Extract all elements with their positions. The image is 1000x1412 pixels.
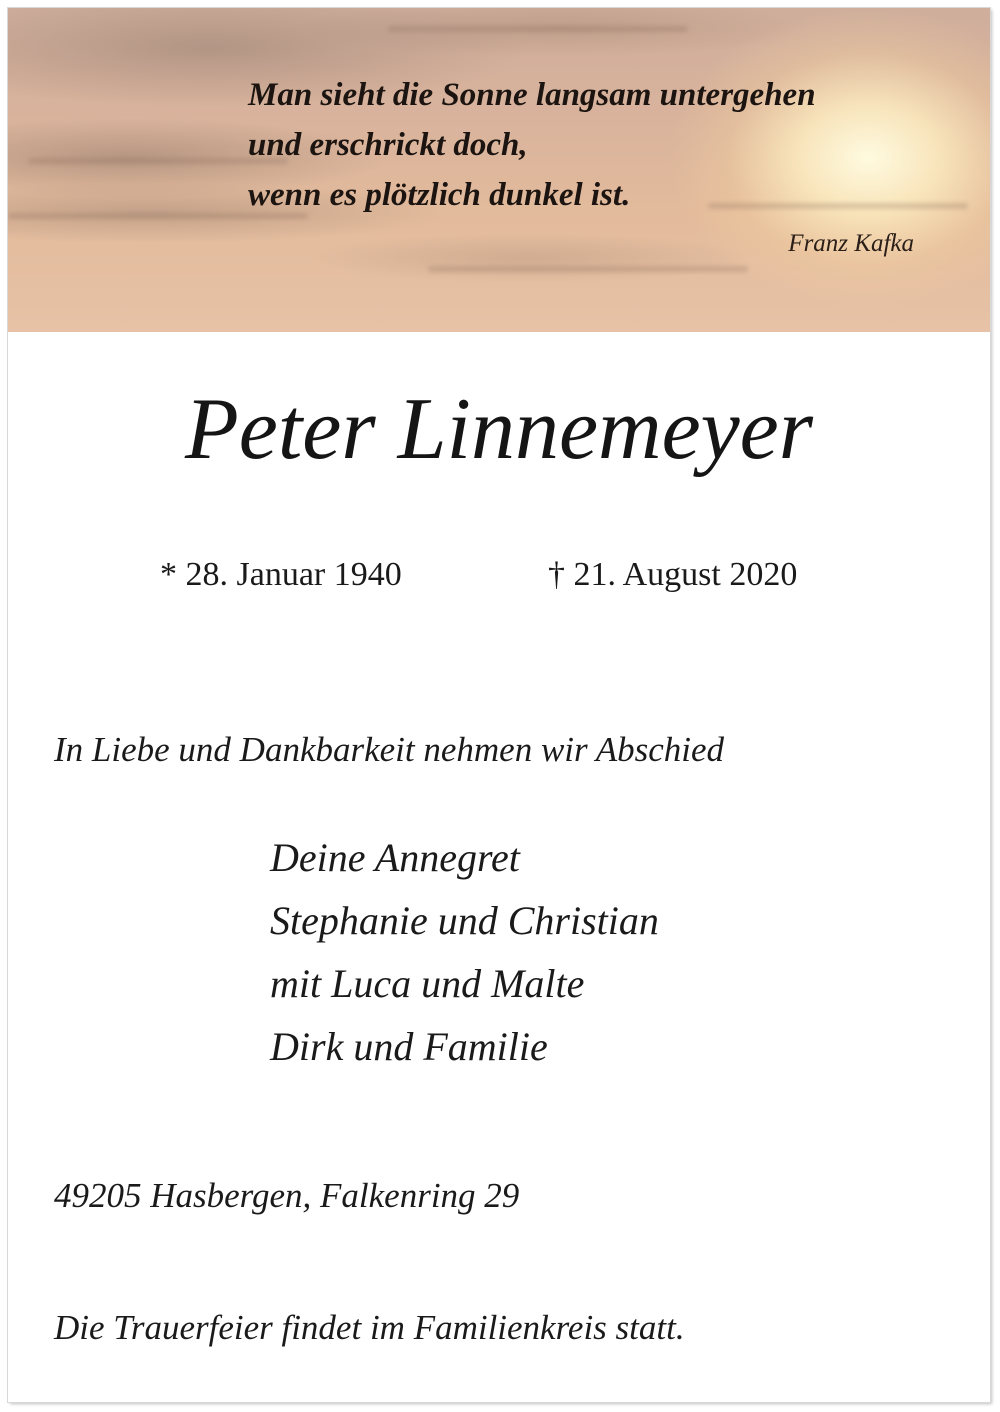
mourner-entry: Deine Annegret [270,835,520,880]
quote-line: Man sieht die Sonne langsam untergehen [248,77,816,113]
quote [248,70,816,220]
address: 49205 Hasbergen, Falkenring 29 [54,1176,520,1215]
ceremony-note: Die Trauerfeier findet im Familienkreis statt. [54,1308,685,1347]
mourners-list [270,826,659,1078]
deceased-name: Peter Linnemeyer [185,381,813,478]
birth-date: * 28. Januar 1940 [160,556,402,593]
quote-line: und erschrickt doch, [248,127,528,163]
sunset-sky-image [8,8,990,332]
mourner-entry: mit Luca und Malte [270,961,585,1006]
farewell-text: In Liebe und Dankbarkeit nehmen wir Abschied [54,730,725,769]
mourner-entry: Dirk und Familie [270,1024,548,1069]
quote-line: wenn es plötzlich dunkel ist. [248,177,631,213]
mourner-entry: Stephanie und Christian [270,898,659,943]
cloud-streak [428,266,748,272]
obituary-notice [8,8,990,1402]
cloud-streak [388,26,688,32]
quote-author: Franz Kafka [788,230,914,257]
death-date: † 21. August 2020 [548,556,798,593]
